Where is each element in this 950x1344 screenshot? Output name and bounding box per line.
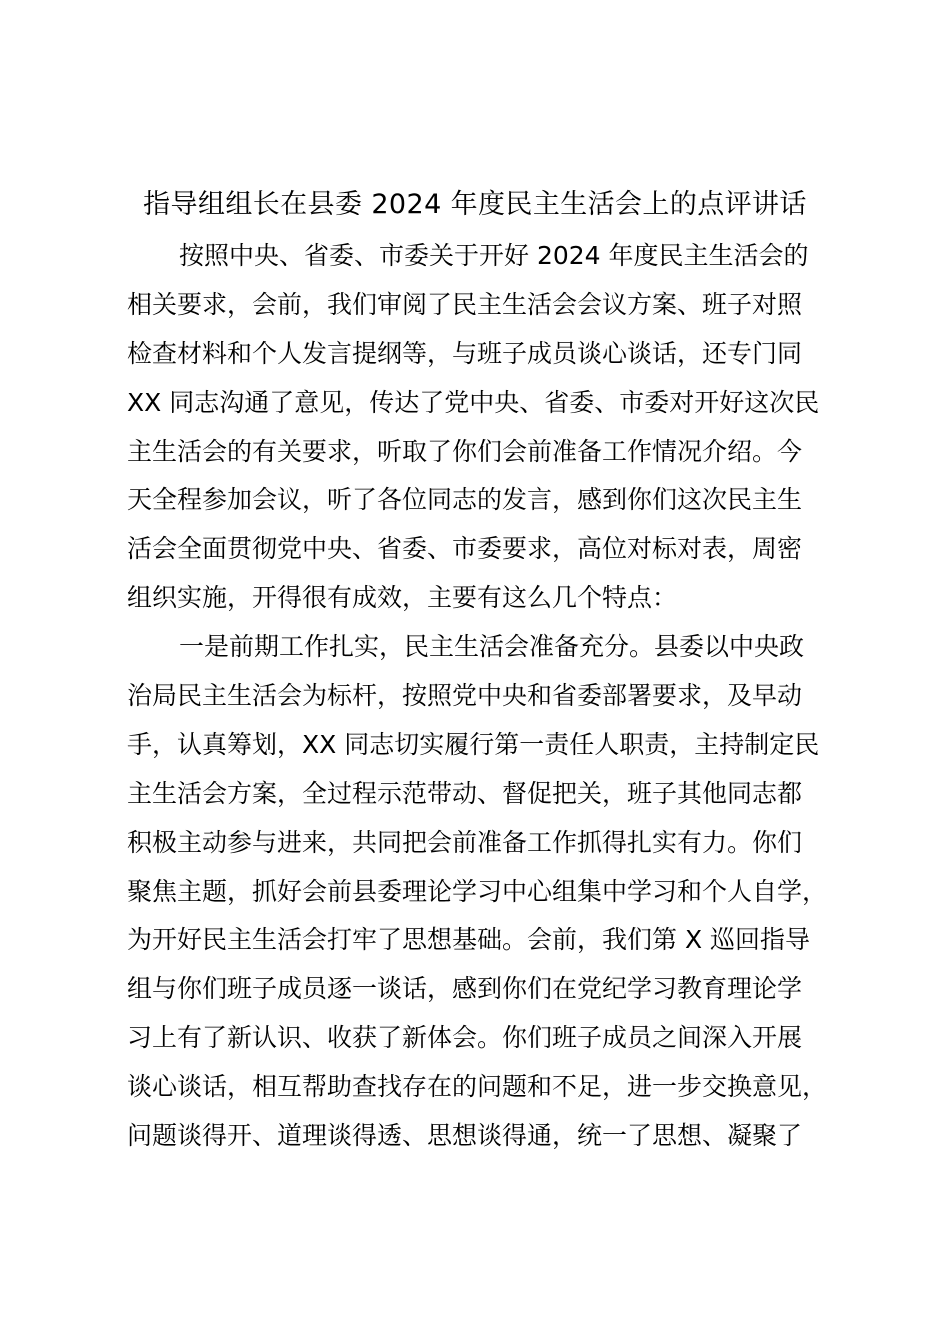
paragraph-line: 手，认真筹划，XX 同志切实履行第一责任人职责，主持制定民 bbox=[127, 729, 820, 759]
paragraph-line: 谈心谈话，相互帮助查找存在的问题和不足，进一步交换意见， bbox=[127, 1072, 828, 1102]
paragraph-line: 习上有了新认识、收获了新体会。你们班子成员之间深入开展 bbox=[127, 1023, 803, 1053]
paragraph-line: 问题谈得开、道理谈得透、思想谈得通，统一了思想、凝聚了 bbox=[127, 1121, 803, 1151]
paragraph-line: 检查材料和个人发言提纲等，与班子成员谈心谈话，还专门同 bbox=[127, 338, 803, 368]
paragraph-line: 为开好民主生活会打牢了思想基础。会前，我们第 X 巡回指导 bbox=[127, 925, 811, 955]
paragraph-line: 积极主动参与进来，共同把会前准备工作抓得扎实有力。你们 bbox=[127, 827, 803, 857]
paragraph-line: 天全程参加会议，听了各位同志的发言，感到你们这次民主生 bbox=[127, 485, 803, 515]
paragraph-line: 组与你们班子成员逐一谈话，感到你们在党纪学习教育理论学 bbox=[127, 974, 803, 1004]
paragraph-line: 主生活会的有关要求，听取了你们会前准备工作情况介绍。今 bbox=[127, 436, 803, 466]
paragraph-line: 相关要求，会前，我们审阅了民主生活会会议方案、班子对照 bbox=[127, 289, 803, 319]
paragraph-line: 一是前期工作扎实，民主生活会准备充分。县委以中央政 bbox=[179, 632, 805, 662]
document-body bbox=[127, 232, 833, 1161]
paragraph-line: 按照中央、省委、市委关于开好 2024 年度民主生活会的 bbox=[179, 241, 809, 270]
paragraph-line: 活会全面贯彻党中央、省委、市委要求，高位对标对表，周密 bbox=[127, 534, 803, 564]
paragraph-line: 聚焦主题，抓好会前县委理论学习中心组集中学习和个人自学， bbox=[127, 876, 828, 906]
paragraph-line: 组织实施，开得很有成效，主要有这么几个特点： bbox=[127, 583, 678, 613]
document-title: 指导组组长在县委 2024 年度民主生活会上的点评讲话 bbox=[143, 189, 807, 220]
paragraph-line: 主生活会方案，全过程示范带动、督促把关，班子其他同志都 bbox=[127, 778, 803, 808]
paragraph-line: 治局民主生活会为标杆，按照党中央和省委部署要求，及早动 bbox=[127, 681, 803, 711]
paragraph-line: XX 同志沟通了意见，传达了党中央、省委、市委对开好这次民 bbox=[127, 387, 820, 417]
